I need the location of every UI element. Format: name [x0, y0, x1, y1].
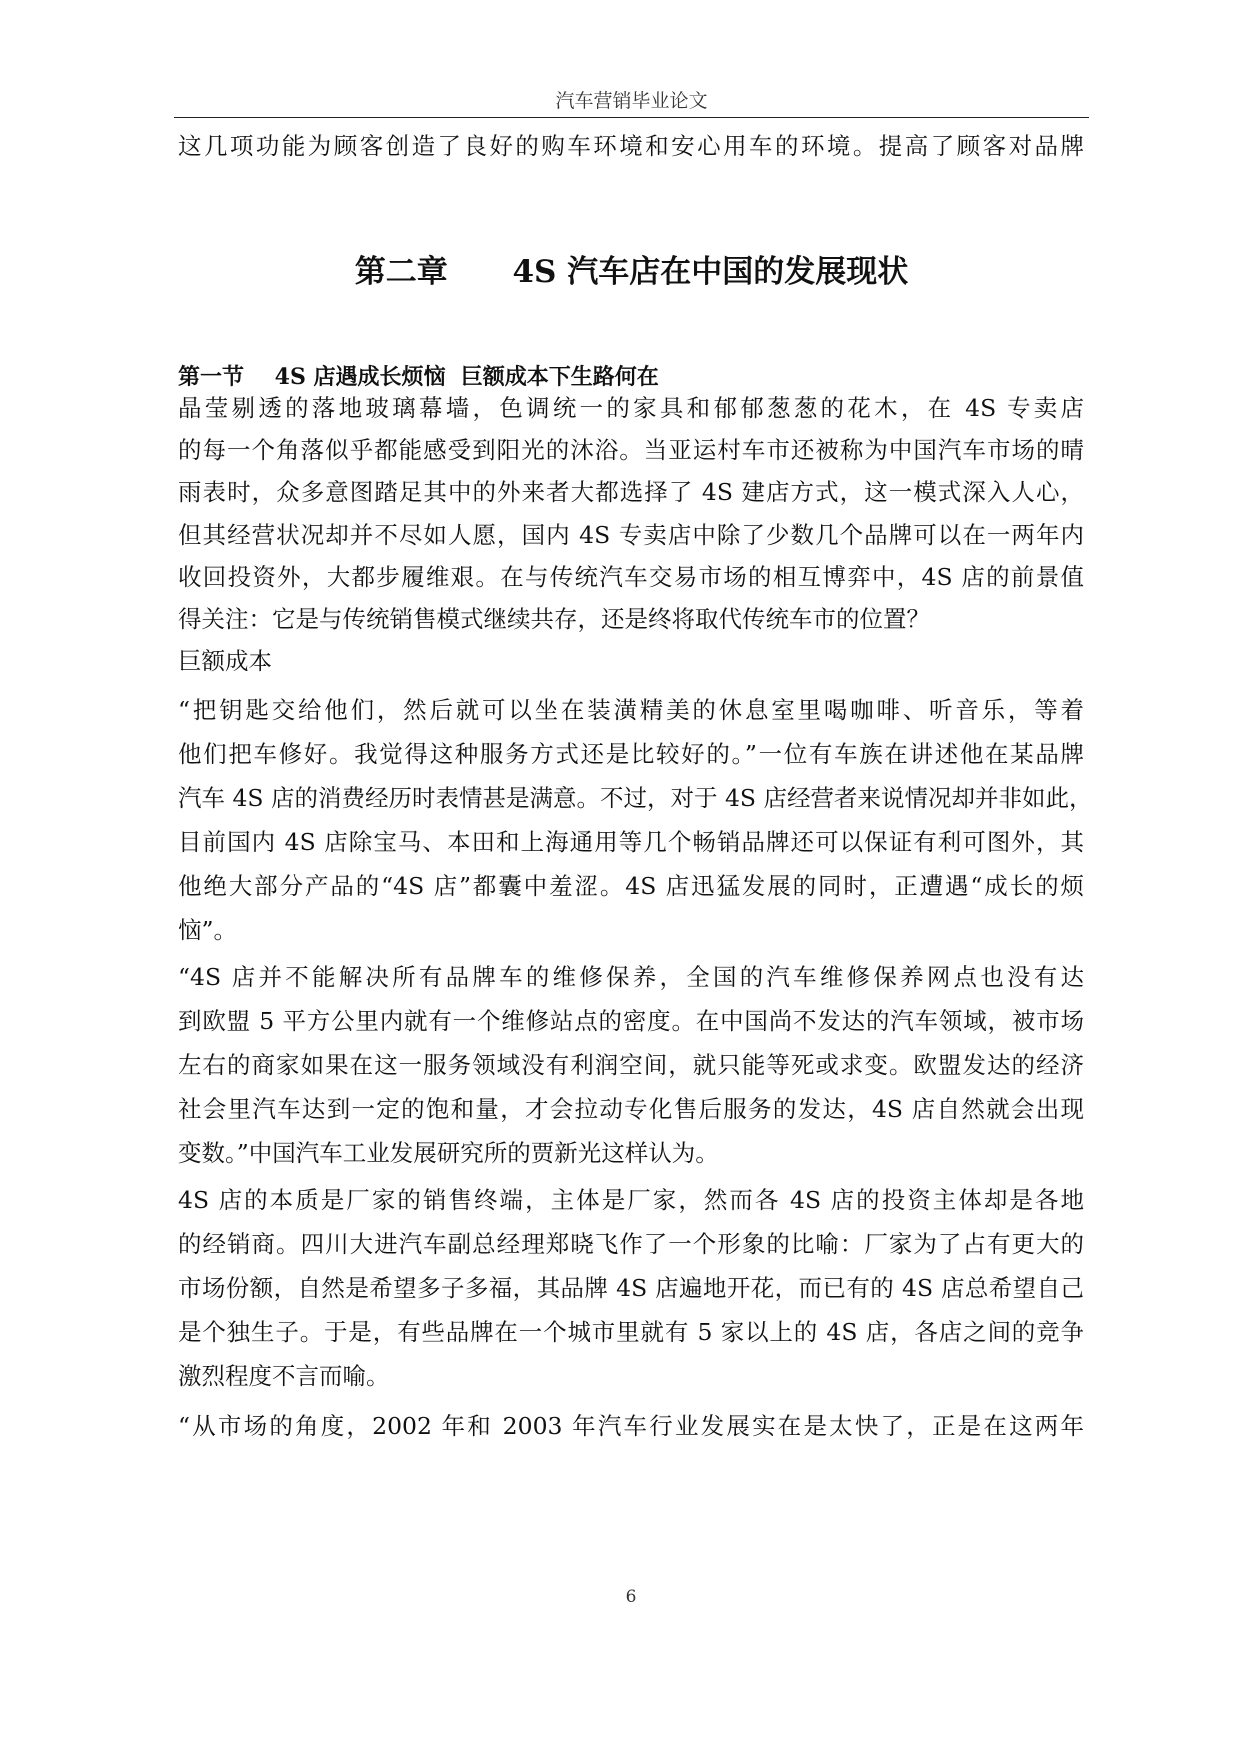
body-line: 社会里汽车达到一定的饱和量，才会拉动专化售后服务的发达，4S 店自然就会出现 — [178, 1095, 1084, 1123]
body-line: 汽车 4S 店的消费经历时表情甚是满意。不过，对于 4S 店经营者来说情况却并非如此， — [178, 784, 1093, 812]
body-line: 恼”。 — [178, 916, 238, 944]
body-line: “4S 店并不能解决所有品牌车的维修保养，全国的汽车维修保养网点也没有达 — [178, 963, 1084, 991]
body-line: 变数。”中国汽车工业发展研究所的贾新光这样认为。 — [178, 1139, 719, 1167]
page-number: 6 — [625, 1587, 637, 1607]
body-line: 得关注：它是与传统销售模式继续共存，还是终将取代传统车市的位置？ — [178, 605, 930, 633]
body-line: 是个独生子。于是，有些品牌在一个城市里就有 5 家以上的 4S 店，各店之间的竞争 — [178, 1318, 1084, 1346]
body-line: 左右的商家如果在这一服务领域没有利润空间，就只能等死或求变。欧盟发达的经济 — [178, 1051, 1084, 1079]
body-line: 他绝大部分产品的“4S 店”都囊中羞涩。4S 店迅猛发展的同时，正遭遇“成长的烦 — [178, 872, 1084, 900]
body-line: “把钥匙交给他们，然后就可以坐在装潢精美的休息室里喝咖啡、听音乐，等着 — [178, 696, 1084, 724]
body-line: 到欧盟 5 平方公里内就有一个维修站点的密度。在中国尚不发达的汽车领域，被市场 — [178, 1007, 1084, 1035]
body-line: 激烈程度不言而喻。 — [178, 1362, 390, 1390]
body-line: 他们把车修好。我觉得这种服务方式还是比较好的。”一位有车族在讲述他在某品牌 — [178, 740, 1084, 768]
section-title: 第一节 4S 店遇成长烦恼 巨额成本下生路何在 — [178, 364, 659, 390]
running-header: 汽车营销毕业论文 — [555, 90, 708, 112]
body-line: 市场份额，自然是希望多子多福，其品牌 4S 店遍地开花，而已有的 4S 店总希望自己 — [178, 1274, 1084, 1302]
body-line: 收回投资外，大都步履维艰。在与传统汽车交易市场的相互博弈中，4S 店的前景值 — [178, 563, 1084, 591]
chapter-title: 第二章 4S 汽车店在中国的发展现状 — [354, 254, 909, 290]
header-rule — [174, 117, 1089, 118]
body-line: 这几项功能为顾客创造了良好的购车环境和安心用车的环境。提高了顾客对品牌 — [178, 132, 1084, 160]
body-line: 目前国内 4S 店除宝马、本田和上海通用等几个畅销品牌还可以保证有利可图外，其 — [178, 828, 1084, 856]
body-line: 雨表时，众多意图踏足其中的外来者大都选择了 4S 建店方式，这一模式深入人心， — [178, 478, 1084, 506]
body-line: 但其经营状况却并不尽如人愿，国内 4S 专卖店中除了少数几个品牌可以在一两年内 — [178, 521, 1084, 549]
body-line: 4S 店的本质是厂家的销售终端，主体是厂家，然而各 4S 店的投资主体却是各地 — [178, 1186, 1084, 1214]
body-line: “从市场的角度，2002 年和 2003 年汽车行业发展实在是太快了，正是在这两年 — [178, 1412, 1084, 1440]
body-line: 的经销商。四川大进汽车副总经理郑晓飞作了一个形象的比喻：厂家为了占有更大的 — [178, 1230, 1084, 1258]
body-line: 晶莹剔透的落地玻璃幕墙，色调统一的家具和郁郁葱葱的花木，在 4S 专卖店 — [178, 394, 1084, 422]
body-line: 巨额成本 — [178, 647, 272, 675]
body-line: 的每一个角落似乎都能感受到阳光的沐浴。当亚运村车市还被称为中国汽车市场的晴 — [178, 436, 1084, 464]
